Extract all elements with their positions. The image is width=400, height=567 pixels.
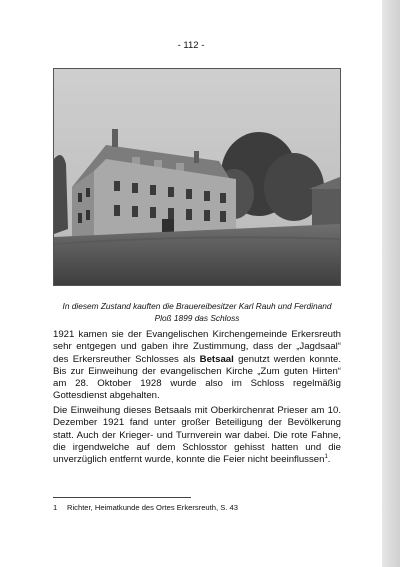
footnote: [53, 503, 341, 512]
footnote-text: Richter, Heimatkunde des Ortes Erkersreuth, S. 43: [67, 503, 238, 512]
paragraph-einweihung: [53, 405, 341, 466]
footnote-divider: [53, 497, 191, 498]
paragraph-betsaal: [53, 329, 341, 403]
photo-caption: In diesem Zustand kauften die Brauereibesitzer Karl Rauh und Ferdinand Ploß 1899 das Schloss: [62, 301, 332, 323]
footnote-number: 1: [53, 503, 58, 512]
castle-photograph: [53, 68, 341, 286]
page-number: - 112 -: [177, 40, 205, 51]
paragraph-end: .: [327, 454, 331, 466]
footnote-reference: 1: [324, 454, 328, 460]
page-edge-shadow: [382, 0, 400, 567]
paragraph-text: 1921 kamen sie der Evangelischen Kirchengemeinde Erkersreuth sehr entgegen und gaben ihre Zustimmung, dass der „Jagdsaal“ des Erkersreuther Schlosses als: [53, 329, 341, 365]
bold-term: Betsaal: [199, 353, 234, 365]
paragraph-text: genutzt werden konnte. Bis zur Einweihung der evangelischen Kirche „Zum guten Hirten“ am 28. Oktober 1928 wurde also im Schloss regelmäßig Gottesdienst abgehalten.: [53, 353, 342, 402]
paragraph-text: Die Einweihung dieses Betsaals mit Oberkirchenrat Prieser am 10. Dezember 1921 fand unter großer Beteiligung der Bevölkerung statt. Auch der Krieger- und Turnverein war dabei. Die rote Fahne, die irgendwelche auf dem Schlosstor gehisst hatten und die unverzüglich entfernt wurde, konnte die Feier nicht beeinflussen: [53, 405, 341, 466]
